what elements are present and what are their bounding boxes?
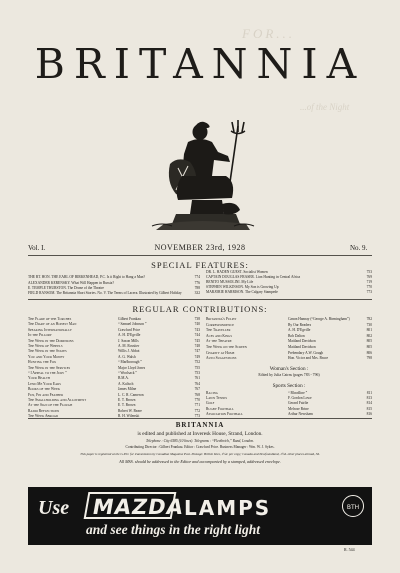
advert-use: Use [38,497,70,519]
contribution-author: Gilbert Frankau [118,317,141,321]
contribution-title: Lend Me Your Ears [28,381,61,386]
contribution-page: 806 [366,350,372,355]
contribution-title: The Diary of an Honest Man [28,322,77,327]
mazda-lamps-advert [28,487,372,545]
contribution-page: 815 [366,406,372,411]
contribution-author: Hon. Victor and Mrs. Bruce [288,356,329,361]
contribution-title: The Week in the States [28,349,67,354]
contribution-page: 745 [194,338,200,343]
contribution-title: The Week in the Dominions [28,338,74,343]
postage-notice: This paper is registered at the G.P.O. for transmission by Canadian Magazine Post. Postage: British Isles, 1½d. per copy; Canada and Newfoundland, 1½d. other places abroad, 3d. [80,452,320,456]
contribution-page: 764 [194,381,200,386]
regular-contributions-heading: REGULAR CONTRIBUTIONS: [132,304,268,314]
contribution-title: The Traveller [206,328,231,333]
contribution-author: Arthur Newsham [288,411,313,416]
feature-item: MARJORIE HARRISON. The Calgary Stampede 773 [206,290,372,294]
contribution-page: 805 [366,345,372,349]
contribution-title: Your Health [28,376,50,381]
womans-section-editor: Edited by Julia Cairns (pages 783 - 796) [258,373,320,377]
contribution-page: 748 [194,344,200,348]
contribution-title: The Week of Wheels [28,344,63,348]
advert-brand-box [84,492,186,519]
contribution-page: 798 [366,356,372,361]
issue-number: No. 9. [350,244,368,252]
contribution-page: 772 [194,408,200,413]
advert-brand: MAZDA [90,495,186,519]
divider [28,299,372,300]
contribution-row [206,356,372,362]
contribution-author: Crawfurd Price [118,327,141,332]
contribution-page: 816 [366,411,372,416]
contribution-page: 813 [366,396,372,401]
feature-item: E. TEMPLE THURSTON. The Drone of the Theatre 788 [28,286,200,290]
contribution-page: 752 [194,360,200,365]
feature-item: FIELD RANSOM. The Britannia Short Stories. No. V. The Terms of Lacera. Illustrated by Gilbert Holiday 332 [28,291,200,295]
sports-section-heading: Sports Section : [272,383,306,389]
contribution-author: A. H. D'Egville [118,333,141,338]
contribution-title: Radio Reflections [28,408,60,413]
feature-item: DR. L. HADEN GUEST. Socialist Women 753 [206,270,372,274]
contribution-title: The Week in the Services [28,365,71,370]
contribution-title: Auto Suggestions [206,356,237,361]
contribution-author: Prebendary A.W. Gough [288,350,324,355]
contribution-page: 805 [366,339,372,344]
contribution-page: 738 [194,317,200,321]
contribution-title: Charity at Home [206,350,235,355]
contribution-author: Willis J. Abbot [118,349,140,354]
contribution-page: 771 [194,403,200,408]
contribution-author: R. H. Wilenski [118,414,140,419]
contribution-title: The Smallholding and Allotment [28,398,87,402]
advert-badge [342,495,364,517]
contribution-author: E. T. Brown [118,398,136,402]
contribution-title: The Week on the Screen [206,345,247,349]
contribution-author: “ Marlborough ” [118,360,142,365]
volume-label: Vol. I. [28,244,46,252]
contribution-title: At the Theatre [206,339,232,344]
showthrough-text: FOR... [242,26,296,41]
publisher-address: is edited and published at Inveresk House, Strand, London. [137,431,263,437]
contribution-page: 761 [194,376,200,381]
contribution-page: 801 [366,328,372,333]
contribution-page: 770 [194,398,200,402]
contribution-title: Correspondence [206,322,235,327]
contribution-author: “ Samuel Johnson ” [118,322,147,327]
advert-tagline: and see things in the right light [86,522,261,537]
contribution-page: 767 [194,387,200,392]
contribution-author: Canon Hannay (“George A. Birmingham”) [288,317,350,321]
britannia-illustration [142,118,258,230]
contribution-author: A. H. D'Egville [288,328,311,333]
contribution-author: L. C. R. Cameron [118,392,144,397]
contribution-author: Robert W. Beare [118,408,142,413]
contribution-author: J. Saxon Mills [118,338,139,343]
contribution-author: Gerard Fairlie [288,401,309,406]
contribution-page: 782 [366,317,372,321]
contribution-page: 802 [366,333,372,338]
advert-product: LAMPS [184,496,272,520]
contribution-page: 747 [194,349,200,354]
masthead-title: BRITANNIA [34,40,366,88]
contribution-author: By Our Readers [288,322,312,327]
contribution-title: Books of the Week [28,387,61,392]
contribution-author: Major Lloyd Jones [118,365,146,370]
contribution-page: 814 [366,401,372,406]
contribution-page: 768 [194,392,200,397]
contribution-title: The Flare of the Torches [28,317,72,321]
feature-item: THE RT. HON. THE EARL OF BIRKENHEAD, P.C. Is it Right to Hang a Man? 774 [28,275,200,279]
contribution-author: A. M. Rossiter [118,344,140,348]
contribution-title: Fun, Fin and Feather [28,392,64,397]
contribution-page: 743 [194,327,200,332]
page-folio: R. 544 [344,547,355,552]
womans-section-heading: Woman's Section : [269,366,309,372]
issue-date: NOVEMBER 23rd, 1928 [154,243,246,252]
showthrough-text: ...of the Night [300,102,350,112]
contribution-title: Racing [206,391,218,395]
publisher-telephone: Telephone : City 6585 (10 lines). Telegrams : “Fleetbrich,” Rand, London. [146,439,254,443]
contribution-author: E. T. Brown [118,403,136,408]
publisher-staff: Contributing Director : Gilbert Frankau. Editor : Crawfurd Price. Business Manager : Wm. W. J. Sykes. [125,445,275,449]
publisher-title: BRITANNIA [175,421,225,429]
feature-item: STEPHEN WILKINSON. My Son is Growing Up 770 [206,285,372,289]
contribution-page: 730 [366,322,372,327]
contribution-title: Association Football [206,411,243,416]
contribution-page: 740 [194,322,200,327]
contribution-title: Hunting the Fox [28,360,57,365]
contribution-title: Lawn Tennis [206,396,227,401]
contribution-title: Speaking Internationally [28,327,72,332]
divider [28,418,372,419]
contribution-title: At the Sign of the Plough [28,403,73,408]
contribution-row [206,412,372,417]
contribution-author: Maitland Davidson [288,339,316,344]
contribution-author: Bob Dalton [288,333,305,338]
contribution-author: F. Gordon Lowe [288,396,312,401]
contribution-author: Melrose Brine [288,406,309,411]
feature-item: ALEXANDER KERENSKY. What Will Happen in Russia? 776 [28,281,200,285]
contribution-author: Maitland Davidson [288,345,316,349]
contribution-page: 755 [194,365,200,370]
contribution-page: 744 [194,333,200,338]
manuscript-notice: All MSS. should be addressed to the Editor and accompanied by a stamped, addressed envelope. [119,459,281,464]
contribution-title: “ I Appeal to the Jury ” [28,371,67,375]
contribution-author: James Milne [118,387,137,392]
advert-badge-text: BTH [346,504,360,511]
contribution-page: 749 [194,354,200,359]
contribution-title: Rugby Football [206,406,234,411]
contribution-page: 773 [194,414,200,419]
contribution-title: The Week Abroad [28,414,59,419]
contribution-author: “ Bloodline ” [288,391,308,395]
contribution-title: In the Pillory [28,333,52,338]
contribution-author: B.M.A. [118,376,129,381]
feature-item: BENITO MUSSOLINI. My Life 719 [206,280,372,284]
divider [28,255,372,256]
special-features-heading: SPECIAL FEATURES: [151,260,249,270]
contribution-author: “ Woolsack ” [118,371,138,375]
contribution-title: Golf [206,401,215,406]
contribution-author: A. Kalisch [118,381,134,386]
contribution-title: Britannia's Pulpit [206,317,237,321]
contribution-page: 811 [366,391,372,395]
contribution-title: Aces and Kings [206,333,232,338]
contribution-page: 753 [194,371,200,375]
contribution-title: You and Your Money [28,354,65,359]
contribution-author: A. G. Walsh [118,354,136,359]
feature-item: CAPTAIN DOUGLAS FRASER. Lion Hunting in Central Africa 769 [206,275,372,279]
